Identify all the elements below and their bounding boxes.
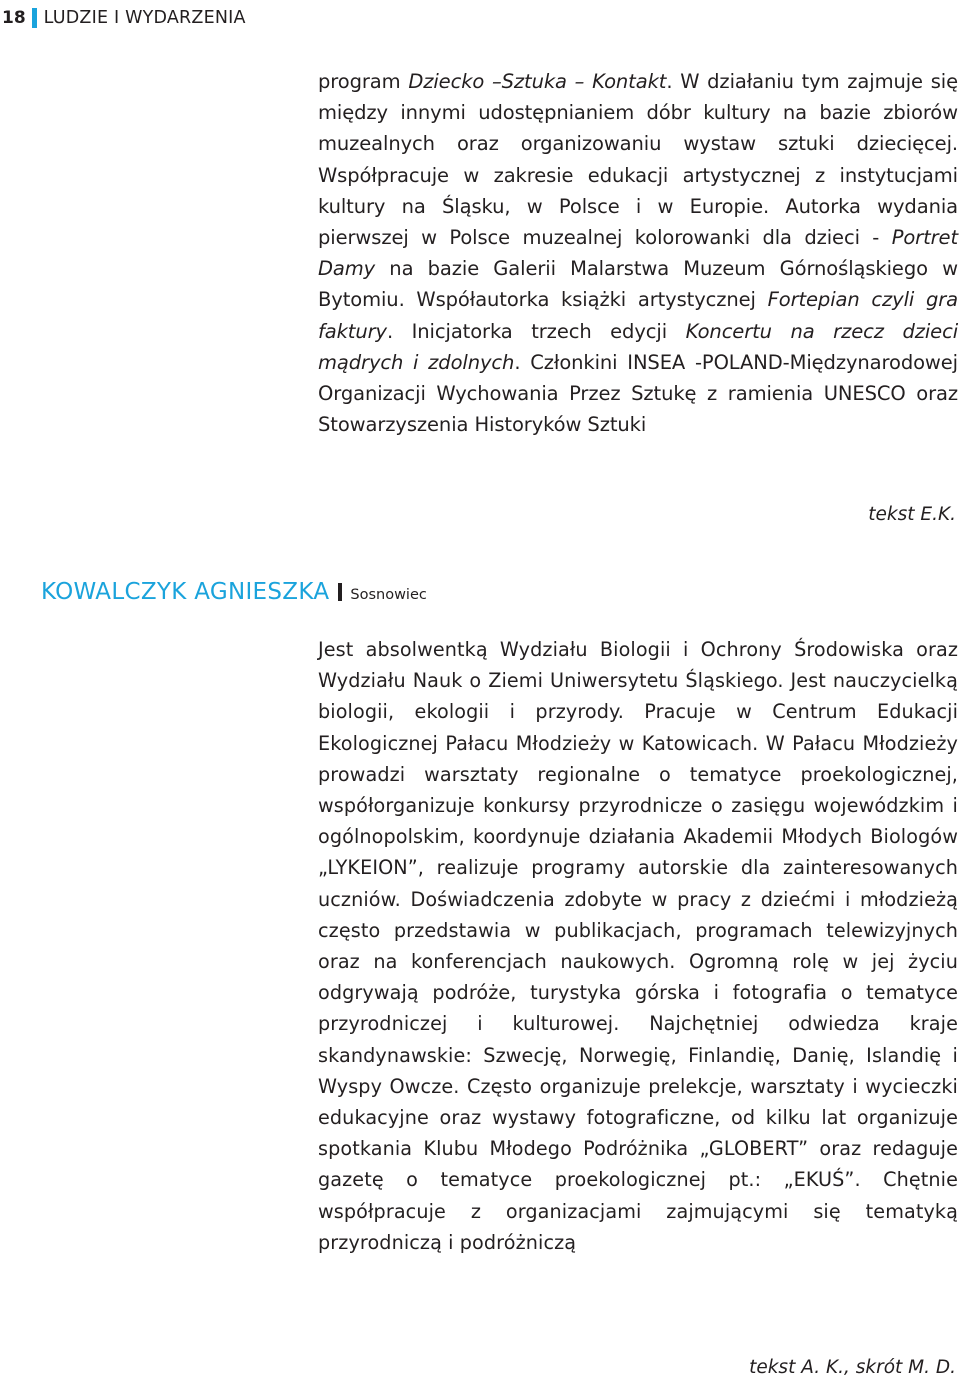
text-credit: tekst A. K., skrót M. D.: [749, 1357, 956, 1378]
text-run: program: [318, 70, 409, 93]
book-title: Portret Damy: [318, 226, 958, 281]
program-title: Dziecko –Sztuka – Kontakt: [408, 70, 667, 93]
text-run: . Członkini INSEA -POLAND-Międzynarodowej Organizacji Wychowania Przez Sztukę z ramienia UNESCO oraz Stowarzyszenia Historyków Sztuki: [318, 350, 958, 437]
heading-divider-bar: [338, 583, 342, 601]
section-title: LUDZIE I WYDARZENIA: [43, 8, 246, 28]
page-number: 18: [2, 8, 26, 28]
person-city: Sosnowiec: [350, 587, 427, 603]
text-run: na bazie Galerii Malarstwa Muzeum Górnośląskiego w Bytomiu. Współautorka książki artystycznej: [318, 257, 958, 312]
person-name: KOWALCZYK AGNIESZKA: [41, 579, 330, 605]
person-heading: [41, 579, 427, 605]
text-run: . Inicjatorka trzech edycji: [386, 319, 686, 343]
previous-bio-paragraph: [318, 66, 958, 440]
book-title: Fortepian czyli gra faktury: [318, 288, 958, 343]
text-credit: tekst E.K.: [868, 504, 956, 525]
bio-paragraph: Jest absolwentką Wydziału Biologii i Ochrony Środowiska oraz Wydziału Nauk o Ziemi Uniwersytetu Śląskiego. Jest nauczycielką biologii, ekologii i przyrody. Pracuje w Centrum Edukacji Ekologicznej Pałacu Młodzieży w Katowicach. W Pałacu Młodzieży prowadzi warsztaty regionalne o tematyce proekologicznej, współorganizuje konkursy przyrodnicze o zasięgu wojewódzkim i ogólnopolskim, koordynuje działania Akademii Młodych Biologów „LYKEION”, realizuje programy autorskie dla zainteresowanych uczniów. Doświadczenia zdobyte w pracy z dziećmi i młodzieżą często przedstawia w publikacjach, programach telewizyjnych oraz na konferencjach naukowych. Ogromną rolę w jej życiu odgrywają podróże, turystyka górska i fotografia o tematyce przyrodniczej i kulturowej. Najchętniej odwiedza kraje skandynawskie: Szwecję, Norwegię, Finlandię, Danię, Islandię i Wyspy Owcze. Często organizuje prelekcje, warsztaty i wycieczki edukacyjne oraz wystawy fotograficzne, od kilku lat organizuje spotkania Klubu Młodego Podróżnika „GLOBERT” oraz redaguje gazetę o tematyce proekologicznej pt.: „EKUŚ”. Chętnie współpracuje z organizacjami zajmującymi się tematyką przyrodniczą i podróżniczą: [318, 638, 958, 1254]
text-run: . W działaniu tym zajmuje się między innymi udostępnianiem dóbr kultury na bazie zbiorów muzealnych oraz organizowaniu wystaw sztuki dziecięcej. Współpracuje w zakresie edukacji artystycznej z instytucjami kultury na Śląsku, w Polsce i w Europie. Autorka wydania pierwszej w Polsce muzealnej kolorowanki dla dzieci -: [318, 70, 959, 250]
concert-title: Koncertu na rzecz dzieci mądrych i zdolnych: [318, 319, 959, 374]
page-header: [0, 8, 246, 28]
header-divider-bar: [32, 8, 37, 28]
